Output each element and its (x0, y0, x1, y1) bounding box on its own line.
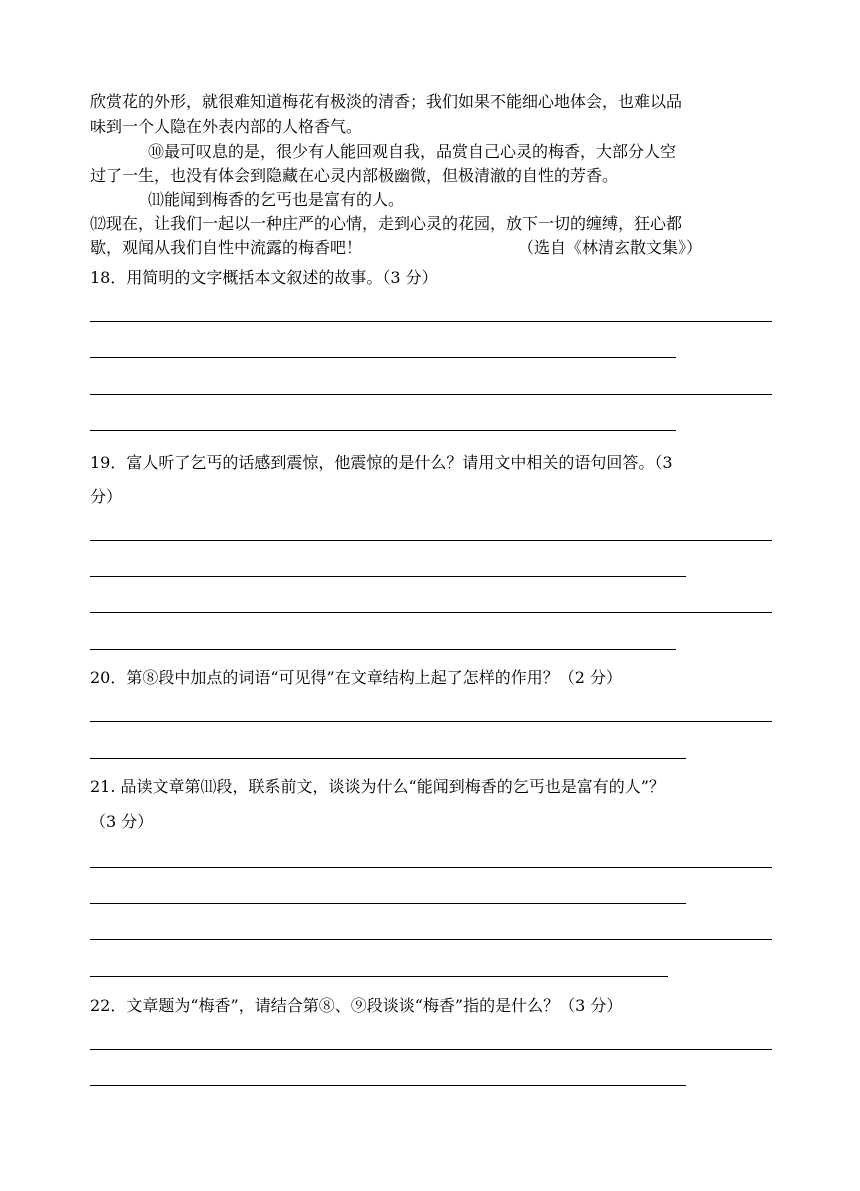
passage-line: 歇，观闻从我们自性中流露的梅香吧！ (90, 238, 363, 257)
question-18: 18．用简明的文字概括本文叙述的故事。（3 分） (90, 268, 438, 287)
passage-paragraph-12: ⑿现在，让我们一起以一种庄严的心情，走到心灵的花园，放下一切的缠缚，狂心都 (90, 214, 683, 233)
answer-line[interactable] (90, 612, 772, 613)
question-22: 22．文章题为“梅香”，请结合第⑧、⑨段谈谈“梅香”指的是什么？（3 分） (90, 996, 623, 1015)
answer-line[interactable] (90, 649, 676, 650)
passage-line: 味到一个人隐在外表内部的人格香气。 (90, 117, 363, 136)
question-19-cont: 分） (90, 487, 123, 506)
answer-line[interactable] (90, 430, 676, 431)
answer-line[interactable] (90, 758, 686, 759)
answer-line[interactable] (90, 1085, 686, 1086)
answer-line[interactable] (90, 903, 686, 904)
answer-line[interactable] (90, 394, 772, 395)
passage-line: 过了一生，也没有体会到隐藏在心灵内部极幽微，但极清澈的自性的芳香。 (90, 166, 619, 185)
question-19: 19．富人听了乞丐的话感到震惊，他震惊的是什么？请用文中相关的语句回答。（3 (90, 453, 673, 472)
answer-line[interactable] (90, 1049, 772, 1050)
answer-line[interactable] (90, 576, 686, 577)
answer-line[interactable] (90, 867, 772, 868)
passage-paragraph-11: ⑾能闻到梅香的乞丐也是富有的人。 (148, 190, 405, 209)
passage-paragraph-10: ⑩最可叹息的是，很少有人能回观自我，品赏自己心灵的梅香，大部分人空 (148, 142, 677, 161)
question-21: 21. 品读文章第⑾段，联系前文，谈谈为什么“能闻到梅香的乞丐也是富有的人”？ (90, 777, 665, 796)
question-20: 20．第⑧段中加点的词语“可见得”在文章结构上起了怎样的作用？（2 分） (90, 668, 622, 687)
answer-line[interactable] (90, 540, 772, 541)
answer-line[interactable] (90, 976, 668, 977)
answer-line[interactable] (90, 939, 772, 940)
question-21-cont: （3 分） (90, 812, 154, 831)
answer-line[interactable] (90, 721, 772, 722)
passage-source: （选自《林清玄散文集》） (518, 238, 703, 257)
answer-line[interactable] (90, 357, 676, 358)
passage-line: 欣赏花的外形，就很难知道梅花有极淡的清香；我们如果不能细心地体会，也难以品 (90, 92, 683, 111)
answer-line[interactable] (90, 321, 772, 322)
